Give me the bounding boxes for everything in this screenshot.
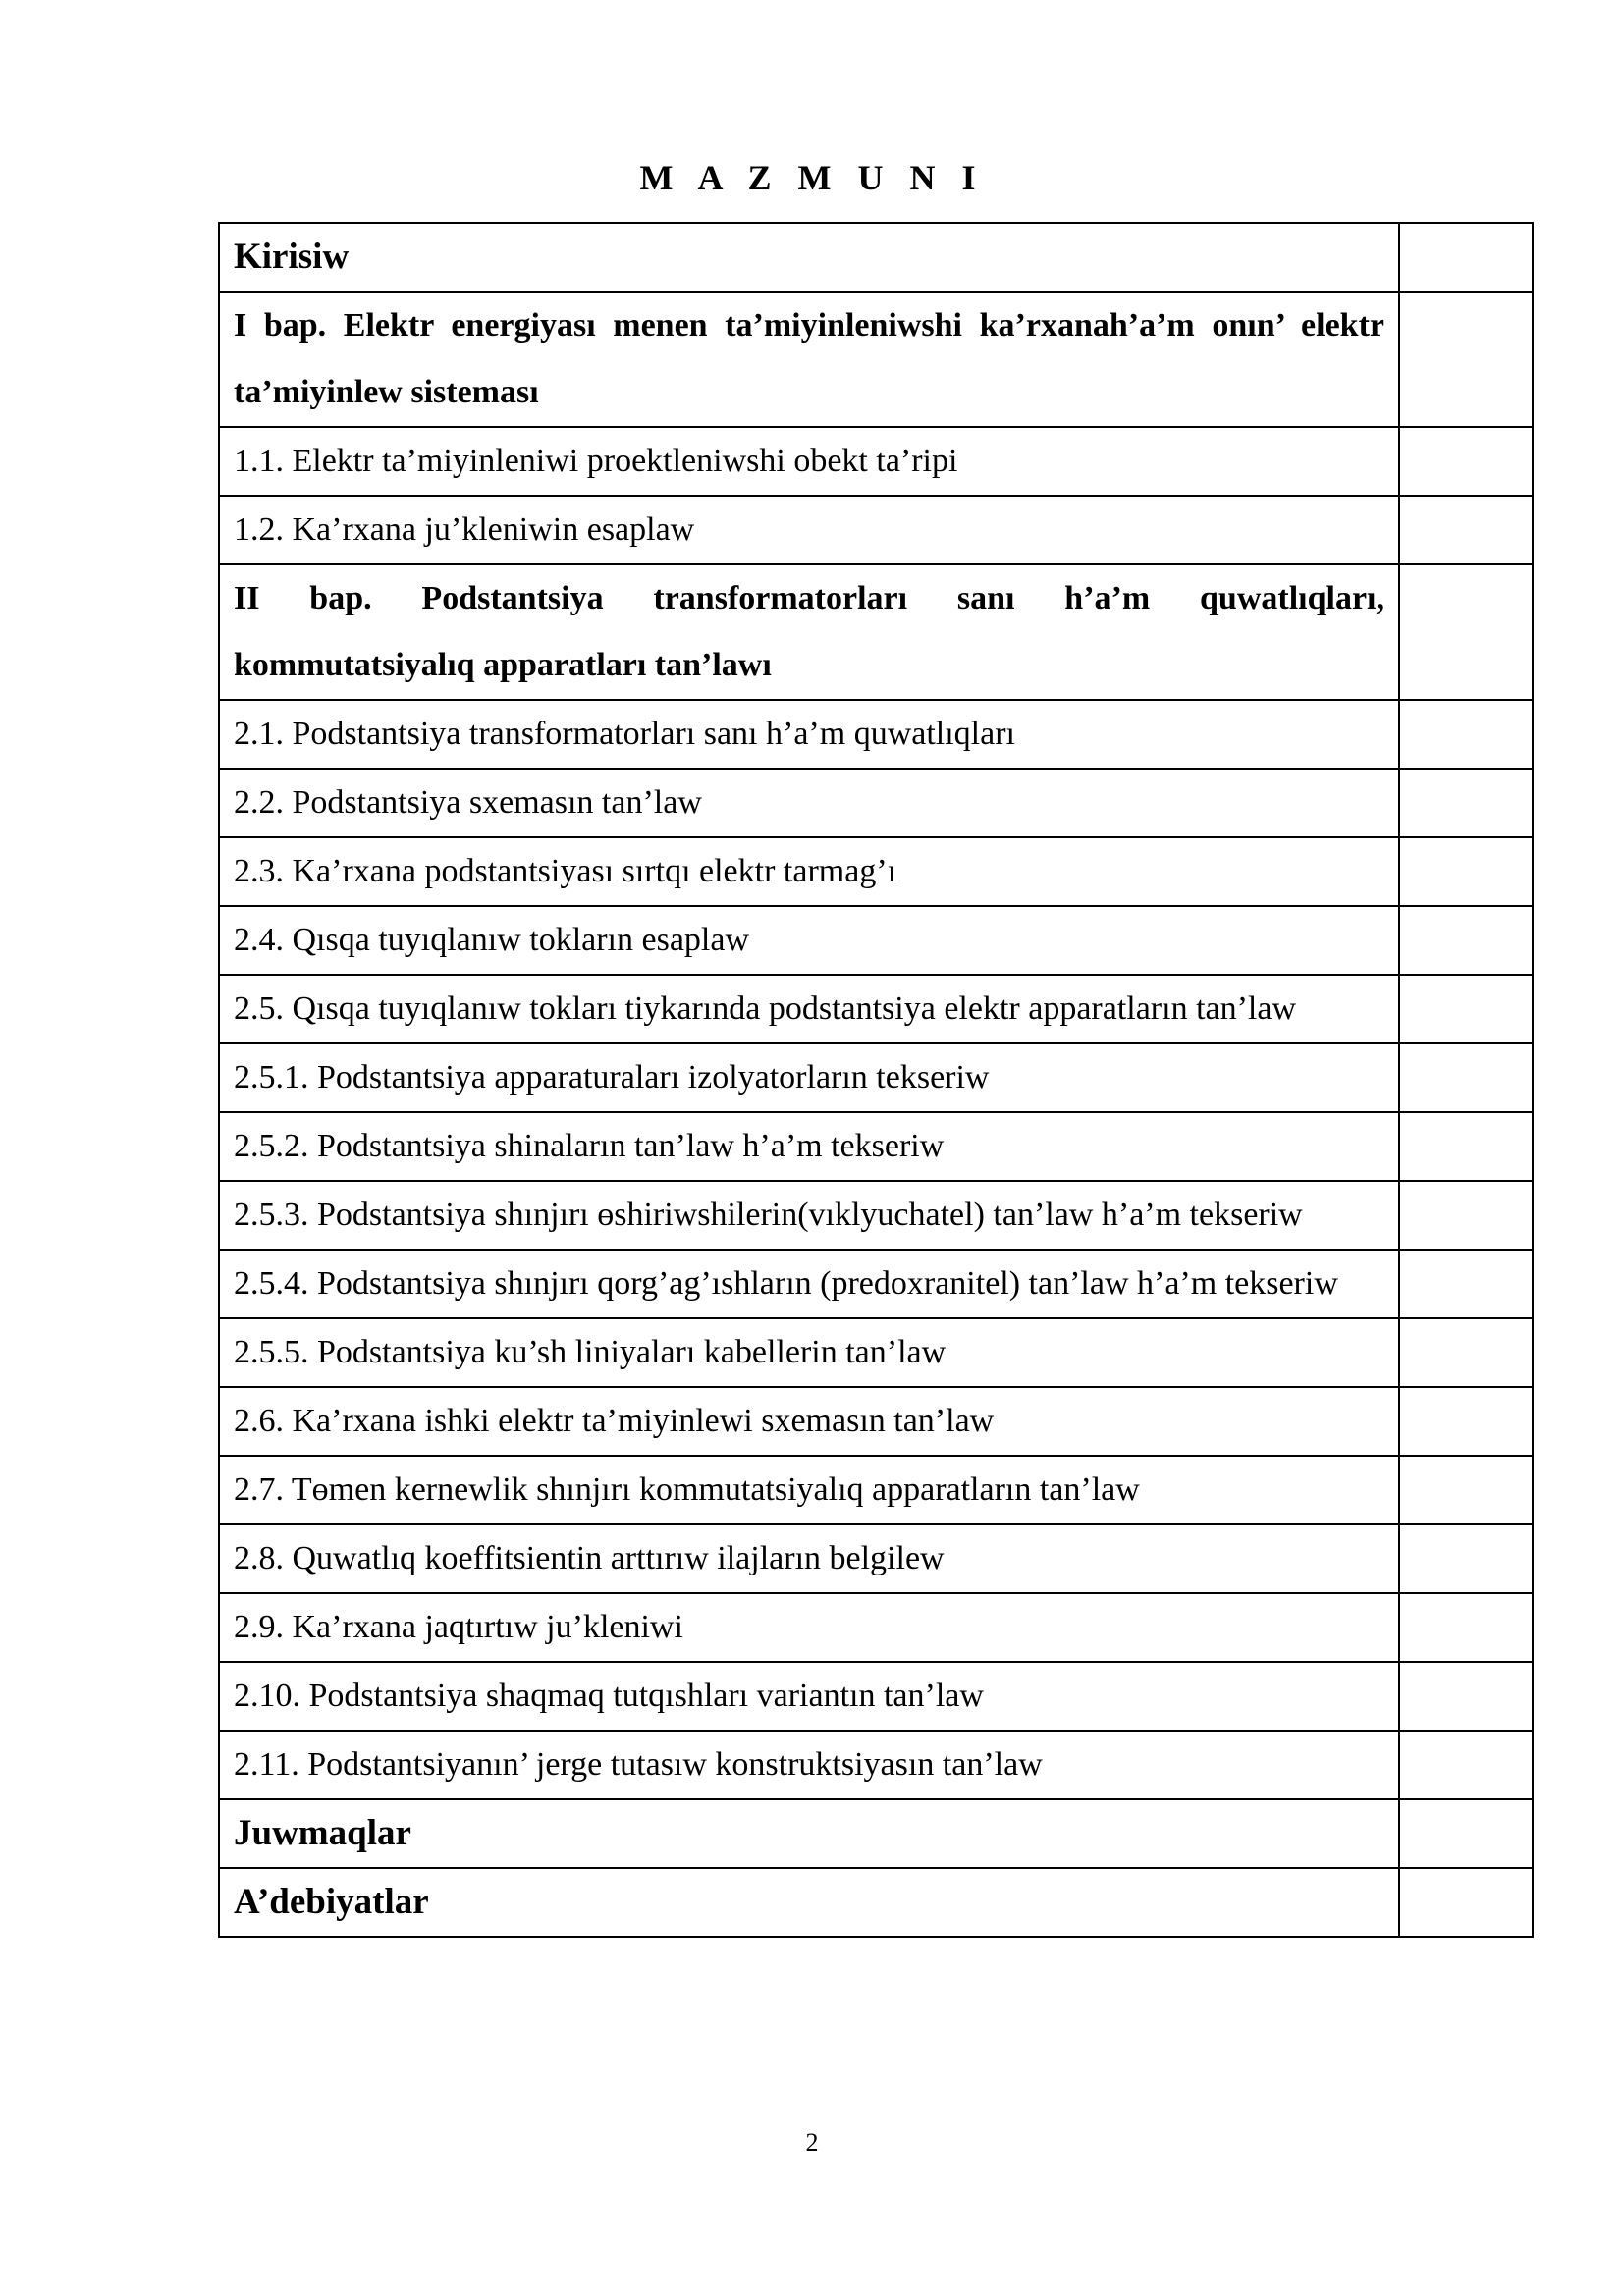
toc-page-cell [1399,1181,1533,1250]
toc-row [219,906,1533,975]
toc-row [219,1593,1533,1662]
toc-row [219,769,1533,837]
toc-page-cell [1399,906,1533,975]
toc-page-cell [1399,564,1533,700]
toc-section-title: 2.7. Tөmen kernewlik shınjırı kommutatsiyalıq apparatların tan’law [219,1456,1399,1524]
toc-section-title: 2.5.3. Podstantsiya shınjırı өshiriwshilerin(vıklyuchatel) tan’law h’a’m tekseriw [219,1181,1399,1250]
toc-section-title: 2.5.5. Podstantsiya ku’sh liniyaları kabellerin tan’law [219,1318,1399,1387]
toc-chapter-title: Juwmaqlar [219,1799,1399,1868]
toc-page-cell [1399,1456,1533,1524]
toc-page-cell [1399,769,1533,837]
toc-row [219,1112,1533,1181]
toc-page-cell [1399,292,1533,427]
toc-section-title: 2.5. Qısqa tuyıqlanıw tokları tiykarında podstantsiya elektr apparatların tan’law [219,975,1399,1043]
toc-section-title: 2.5.2. Podstantsiya shinaların tan’law h’a’m tekseriw [219,1112,1399,1181]
toc-page-cell [1399,1043,1533,1112]
toc-section-title: 1.2. Ka’rxana ju’kleniwin esaplaw [219,496,1399,564]
toc-page-cell [1399,1250,1533,1318]
toc-section-title: 2.9. Ka’rxana jaqtırtıw ju’kleniwi [219,1593,1399,1662]
toc-chapter-title: Kirisiw [219,223,1399,292]
toc-section-title: 2.10. Podstantsiya shaqmaq tutqıshları variantın tan’law [219,1662,1399,1731]
toc-page-cell [1399,1868,1533,1937]
toc-page-cell [1399,1524,1533,1593]
toc-section-title: 2.3. Ka’rxana podstantsiyası sırtqı elektr tarmag’ı [219,837,1399,906]
toc-page-cell [1399,1112,1533,1181]
toc-row [219,1731,1533,1799]
toc-page-cell [1399,427,1533,496]
toc-section-title: 2.2. Podstantsiya sxemasın tan’law [219,769,1399,837]
toc-page-cell [1399,496,1533,564]
toc-section-title: 2.4. Qısqa tuyıqlanıw tokların esaplaw [219,906,1399,975]
toc-row [219,496,1533,564]
toc-row [219,1181,1533,1250]
toc-row [219,837,1533,906]
document-title: M A Z M U N I [639,158,985,197]
toc-row [219,1250,1533,1318]
toc-row [219,1456,1533,1524]
toc-section-title: 2.5.1. Podstantsiya apparaturaları izolyatorların tekseriw [219,1043,1399,1112]
toc-row [219,700,1533,769]
toc-page-cell [1399,837,1533,906]
toc-section-title: 2.11. Podstantsiyanın’ jerge tutasıw konstruktsiyasın tan’law [219,1731,1399,1799]
toc-row [219,564,1533,700]
toc-page-cell [1399,1799,1533,1868]
toc-page-cell [1399,1318,1533,1387]
toc-chapter-title: II bap. Podstantsiya transformatorları sanı h’a’m quwatlıqları, kommutatsiyalıq apparatları tan’lawı [219,564,1399,700]
table-of-contents [218,222,1534,1938]
toc-section-title: 2.6. Ka’rxana ishki elektr ta’miyinlewi sxemasın tan’law [219,1387,1399,1456]
page-number: 2 [805,2128,819,2157]
toc-page-cell [1399,1593,1533,1662]
toc-page-cell [1399,1662,1533,1731]
toc-body [219,223,1533,1937]
toc-row [219,1799,1533,1868]
toc-section-title: 2.8. Quwatlıq koeffitsientin arttırıw ilajların belgilew [219,1524,1399,1593]
toc-page-cell [1399,1387,1533,1456]
toc-row [219,1524,1533,1593]
toc-section-title: 1.1. Elektr ta’miyinleniwi proektleniwshi obekt ta’ripi [219,427,1399,496]
toc-row [219,223,1533,292]
toc-row [219,1387,1533,1456]
toc-page-cell [1399,700,1533,769]
toc-row [219,1043,1533,1112]
toc-chapter-title: A’debiyatlar [219,1868,1399,1937]
toc-row [219,975,1533,1043]
toc-chapter-title: I bap. Elektr energiyası menen ta’miyinleniwshi ka’rxanah’a’m onın’ elektr ta’miyinlew sisteması [219,292,1399,427]
toc-row [219,427,1533,496]
toc-row [219,1868,1533,1937]
toc-row [219,1318,1533,1387]
toc-row [219,292,1533,427]
toc-page-cell [1399,1731,1533,1799]
toc-row [219,1662,1533,1731]
toc-section-title: 2.5.4. Podstantsiya shınjırı qorg’ag’ıshların (predoxranitel) tan’law h’a’m tekseriw [219,1250,1399,1318]
toc-page-cell [1399,975,1533,1043]
toc-page-cell [1399,223,1533,292]
toc-section-title: 2.1. Podstantsiya transformatorları sanı h’a’m quwatlıqları [219,700,1399,769]
